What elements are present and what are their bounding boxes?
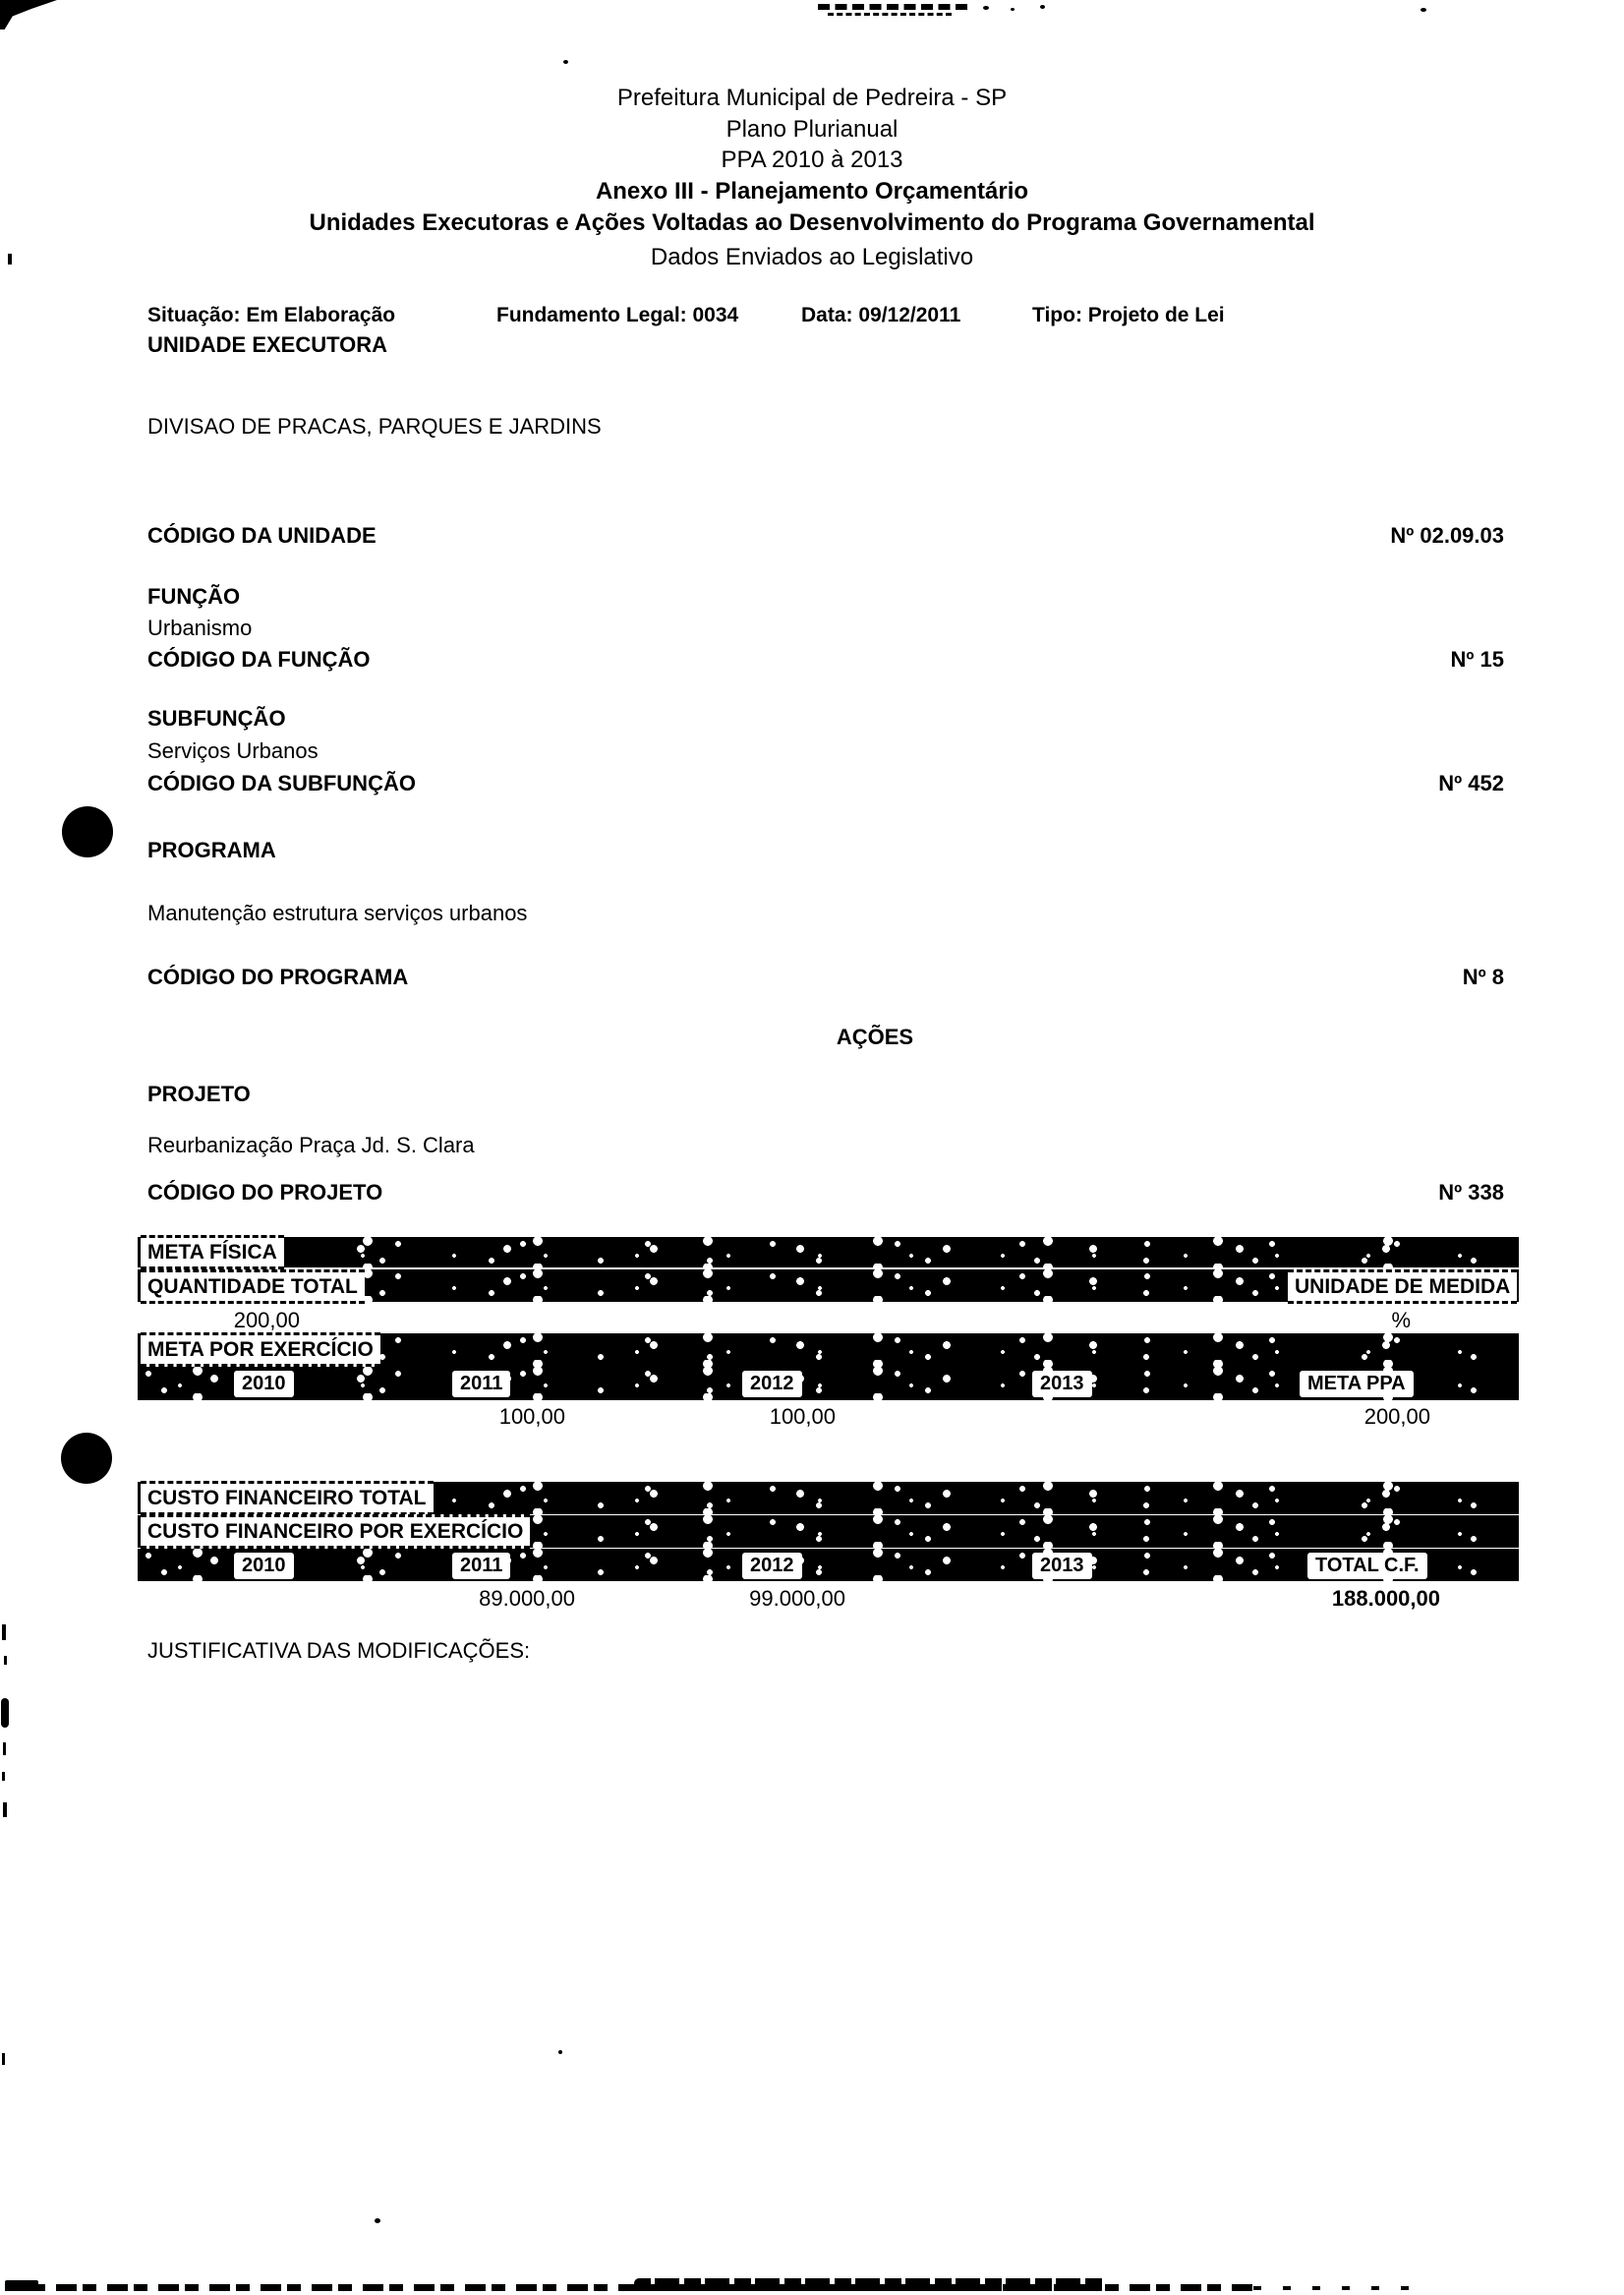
doc-plan-title: Plano Plurianual (725, 116, 899, 143)
scan-speck (1011, 8, 1015, 11)
subfuncao-nome: Serviços Urbanos (147, 738, 319, 763)
meta-fisica-title-chip: META FÍSICA (141, 1235, 284, 1269)
acoes-title: AÇÕES (836, 1025, 914, 1049)
scan-edge-dash (2, 2053, 5, 2065)
doc-subtitle: Unidades Executoras e Ações Voltadas ao Desenvolvimento do Programa Governamental (309, 209, 1315, 236)
codigo-programa-label: CÓDIGO DO PROGRAMA (147, 965, 409, 989)
projeto-nome: Reurbanização Praça Jd. S. Clara (147, 1133, 475, 1157)
justificativa-label: JUSTIFICATIVA DAS MODIFICAÇÕES: (147, 1638, 531, 1663)
projeto-label: PROJETO (147, 1082, 251, 1106)
programa-nome: Manutenção estrutura serviços urbanos (147, 901, 528, 925)
status-data: Data: 09/12/2011 (801, 304, 961, 326)
codigo-projeto-valor: Nº 338 (1438, 1180, 1504, 1205)
scan-speck (375, 2218, 380, 2223)
doc-sent-line: Dados Enviados ao Legislativo (650, 244, 974, 270)
scan-edge-dash (3, 1802, 7, 1817)
total-cf-valor: 188.000,00 (1331, 1586, 1440, 1611)
status-tipo: Tipo: Projeto de Lei (1032, 304, 1225, 326)
scan-edge-blob (1, 1698, 9, 1728)
unidade-medida-label-chip: UNIDADE DE MEDIDA (1288, 1269, 1517, 1304)
codigo-unidade-label: CÓDIGO DA UNIDADE (147, 523, 377, 548)
status-situacao: Situação: Em Elaboração (147, 304, 396, 326)
subfuncao-label: SUBFUNÇÃO (147, 706, 286, 731)
meta-ano-2012-chip: 2012 (742, 1371, 802, 1397)
scan-edge-dash (2, 1772, 5, 1781)
scan-edge-dash (4, 1656, 7, 1665)
meta-ppa-label-chip: META PPA (1300, 1371, 1414, 1397)
bottom-smudge-sparse (1253, 2286, 1425, 2290)
total-cf-label-chip: TOTAL C.F. (1307, 1553, 1427, 1579)
codigo-subfuncao-label: CÓDIGO DA SUBFUNÇÃO (147, 771, 416, 795)
custo-ano-2010-chip: 2010 (234, 1553, 294, 1579)
bottom-smudge-hump (634, 2278, 1106, 2291)
meta-exercicio-label-chip: META POR EXERCÍCIO (141, 1332, 380, 1367)
programa-label: PROGRAMA (147, 838, 276, 862)
scan-speck (1421, 8, 1426, 12)
quantidade-total-valor: 200,00 (233, 1308, 300, 1332)
status-fundamento: Fundamento Legal: 0034 (496, 304, 739, 326)
scan-speck (558, 2050, 562, 2054)
meta-fisica-bar (138, 1237, 1519, 1267)
custo-valor-2011: 89.000,00 (479, 1586, 575, 1611)
hole-punch-mark (61, 1433, 112, 1484)
scan-edge-dash (3, 1742, 6, 1755)
custo-ano-2011-chip: 2011 (452, 1553, 510, 1579)
custo-ano-2013-chip: 2013 (1032, 1553, 1092, 1579)
unidade-executora-label: UNIDADE EXECUTORA (147, 332, 388, 357)
doc-period: PPA 2010 à 2013 (721, 147, 903, 173)
meta-ppa-valor: 200,00 (1363, 1404, 1430, 1429)
scan-corner-mark (0, 0, 57, 29)
codigo-funcao-valor: Nº 15 (1450, 647, 1504, 672)
meta-valor-2012: 100,00 (769, 1404, 836, 1429)
scan-speck (563, 60, 568, 64)
hole-punch-mark (62, 806, 113, 857)
unidade-medida-valor: % (1391, 1308, 1411, 1332)
scan-edge-dash (2, 1624, 6, 1640)
meta-ano-2013-chip: 2013 (1032, 1371, 1092, 1397)
funcao-nome: Urbanismo (147, 616, 253, 640)
scan-edge-dash (8, 254, 12, 265)
meta-ano-2010-chip: 2010 (234, 1371, 294, 1397)
bottom-scan-smudge (5, 2275, 1428, 2295)
scan-smudge-top-2 (828, 13, 952, 16)
funcao-label: FUNÇÃO (147, 584, 241, 609)
custo-valor-2012: 99.000,00 (749, 1586, 845, 1611)
bottom-smudge-mark (5, 2280, 38, 2291)
meta-ano-2011-chip: 2011 (452, 1371, 510, 1397)
doc-annex: Anexo III - Planejamento Orçamentário (595, 178, 1029, 205)
codigo-funcao-label: CÓDIGO DA FUNÇÃO (147, 647, 371, 672)
quantidade-total-label-chip: QUANTIDADE TOTAL (141, 1269, 365, 1304)
custo-exercicio-label-chip: CUSTO FINANCEIRO POR EXERCÍCIO (141, 1514, 530, 1549)
meta-valor-2011: 100,00 (498, 1404, 565, 1429)
scan-smudge-top (818, 4, 967, 10)
unidade-executora-nome: DIVISAO DE PRACAS, PARQUES E JARDINS (147, 414, 602, 439)
custo-total-label-chip: CUSTO FINANCEIRO TOTAL (141, 1481, 434, 1515)
codigo-programa-valor: Nº 8 (1462, 965, 1504, 989)
scan-speck (1040, 5, 1045, 9)
doc-org-title: Prefeitura Municipal de Pedreira - SP (616, 85, 1008, 111)
custo-ano-2012-chip: 2012 (742, 1553, 802, 1579)
codigo-subfuncao-valor: Nº 452 (1438, 771, 1504, 795)
scan-speck (983, 6, 989, 10)
codigo-projeto-label: CÓDIGO DO PROJETO (147, 1180, 383, 1205)
codigo-unidade-valor: Nº 02.09.03 (1390, 523, 1504, 548)
